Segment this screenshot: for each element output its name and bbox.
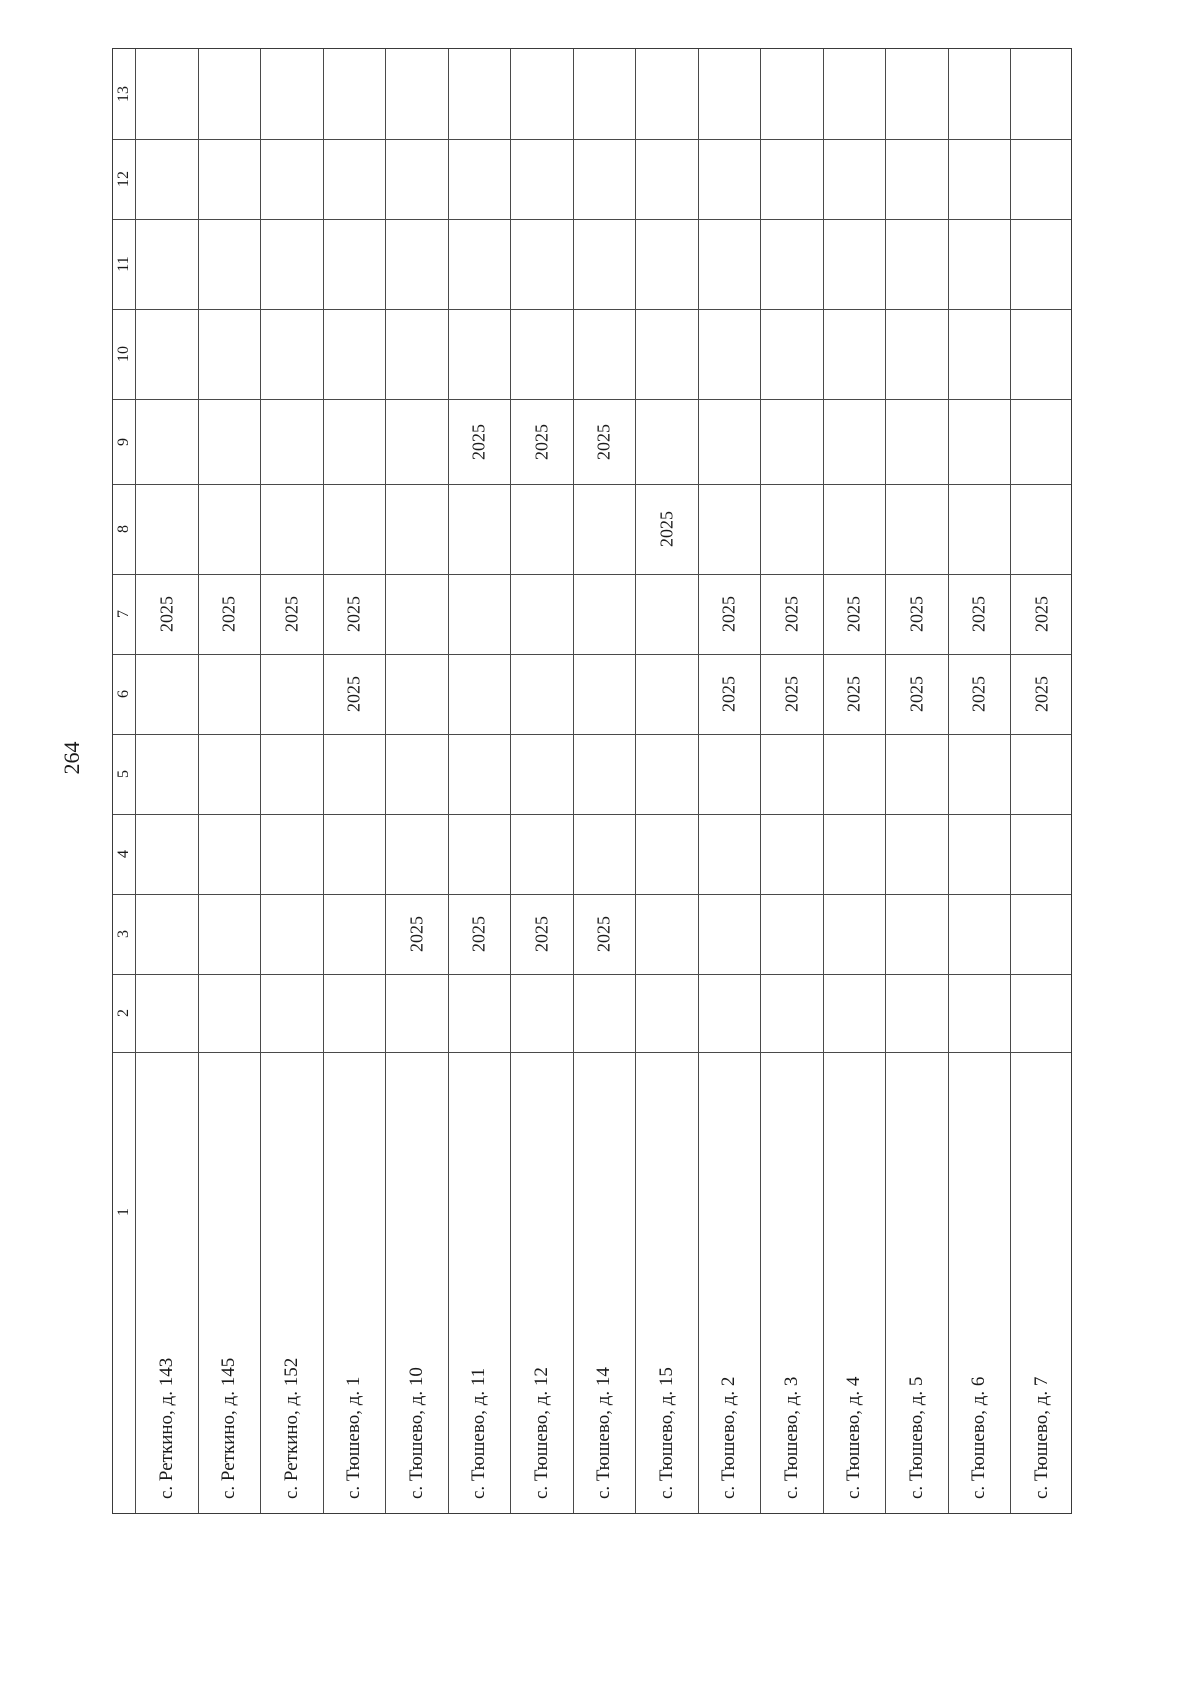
grid-vline [510,49,511,1513]
page-number [59,741,84,775]
row-address: с. Тюшево, д. 11 [468,1367,489,1499]
column-header-11: 11 [115,256,132,272]
table-cell-value: 2025 [531,916,551,952]
table-cell-value: 2025 [468,423,489,460]
table-cell-value: 2025 [906,676,926,712]
table-cell-value: 2025 [343,596,364,632]
grid-hline [113,219,1071,220]
grid-vline [135,49,136,1513]
row-address: с. Тюшево, д. 10 [405,1367,427,1499]
column-header-9: 9 [115,437,132,446]
grid-vline [698,49,699,1513]
table-cell-value: 2025 [468,916,489,952]
column-header-12: 12 [115,171,132,187]
column-header-5: 5 [115,770,132,778]
column-header-2: 2 [115,1009,132,1017]
column-header-4: 4 [115,850,132,858]
grid-hline [113,734,1071,735]
table-cell-value: 2025 [1031,596,1051,632]
table-cell-value: 2025 [343,676,364,712]
grid-hline [113,484,1071,485]
grid-vline [323,49,324,1513]
row-address: с. Тюшево, д. 2 [718,1376,739,1499]
column-header-6: 6 [115,690,132,698]
grid-hline [113,139,1071,140]
column-header-7: 7 [115,610,132,618]
grid-vline [635,49,636,1513]
column-header-10: 10 [115,346,132,362]
table-cell-value: 2025 [218,596,239,632]
table-cell-value: 2025 [281,596,301,632]
grid-vline [573,49,574,1513]
grid-hline [113,399,1071,400]
table-cell-value: 2025 [406,916,426,952]
row-address: с. Реткино, д. 152 [280,1357,302,1499]
table-cell-value: 2025 [656,511,676,547]
column-header-1: 1 [115,1208,132,1216]
row-address: с. Тюшево, д. 3 [780,1376,802,1499]
column-header-8: 8 [115,525,132,533]
grid-hline [113,1052,1071,1053]
column-header-3: 3 [115,930,132,938]
table-cell-value: 2025 [718,676,739,712]
grid-vline [260,49,261,1513]
row-address: с. Тюшево, д. 15 [655,1367,677,1499]
row-address: с. Реткино, д. 143 [155,1357,177,1499]
grid-vline [198,49,199,1513]
page-number-text: 264 [59,741,84,775]
row-address: с. Тюшево, д. 12 [530,1367,552,1499]
grid-vline [385,49,386,1513]
grid-vline [885,49,886,1513]
table-cell-value: 2025 [968,676,989,712]
row-address: с. Тюшево, д. 6 [968,1376,989,1499]
row-address: с. Тюшево, д. 14 [593,1367,614,1499]
grid-vline [823,49,824,1513]
table-cell-value: 2025 [906,596,926,632]
table-cell-value: 2025 [1031,676,1051,712]
grid-vline [448,49,449,1513]
row-address: с. Тюшево, д. 4 [843,1376,864,1499]
table-cell-value: 2025 [718,596,739,632]
table-cell-value: 2025 [531,423,551,460]
grid-hline [113,309,1071,310]
rotated-table [112,48,1072,1514]
grid-vline [760,49,761,1513]
grid-hline [113,654,1071,655]
row-address: с. Тюшево, д. 5 [905,1376,927,1499]
row-address: с. Тюшево, д. 7 [1030,1376,1052,1499]
table-cell-value: 2025 [593,423,614,460]
row-address: с. Тюшево, д. 1 [343,1376,364,1499]
table-cell-value: 2025 [968,596,989,632]
table-cell-value: 2025 [781,596,801,632]
grid-hline [113,894,1071,895]
grid-vline [1010,49,1011,1513]
grid-hline [113,574,1071,575]
grid-hline [113,814,1071,815]
table-cell-value: 2025 [156,596,176,632]
column-header-13: 13 [115,86,132,102]
table-cell-value: 2025 [843,596,864,632]
table-cell-value: 2025 [781,676,801,712]
grid-vline [948,49,949,1513]
grid-hline [113,974,1071,975]
table-cell-value: 2025 [593,916,614,952]
table-cell-value: 2025 [843,676,864,712]
row-address: с. Реткино, д. 145 [218,1357,239,1499]
